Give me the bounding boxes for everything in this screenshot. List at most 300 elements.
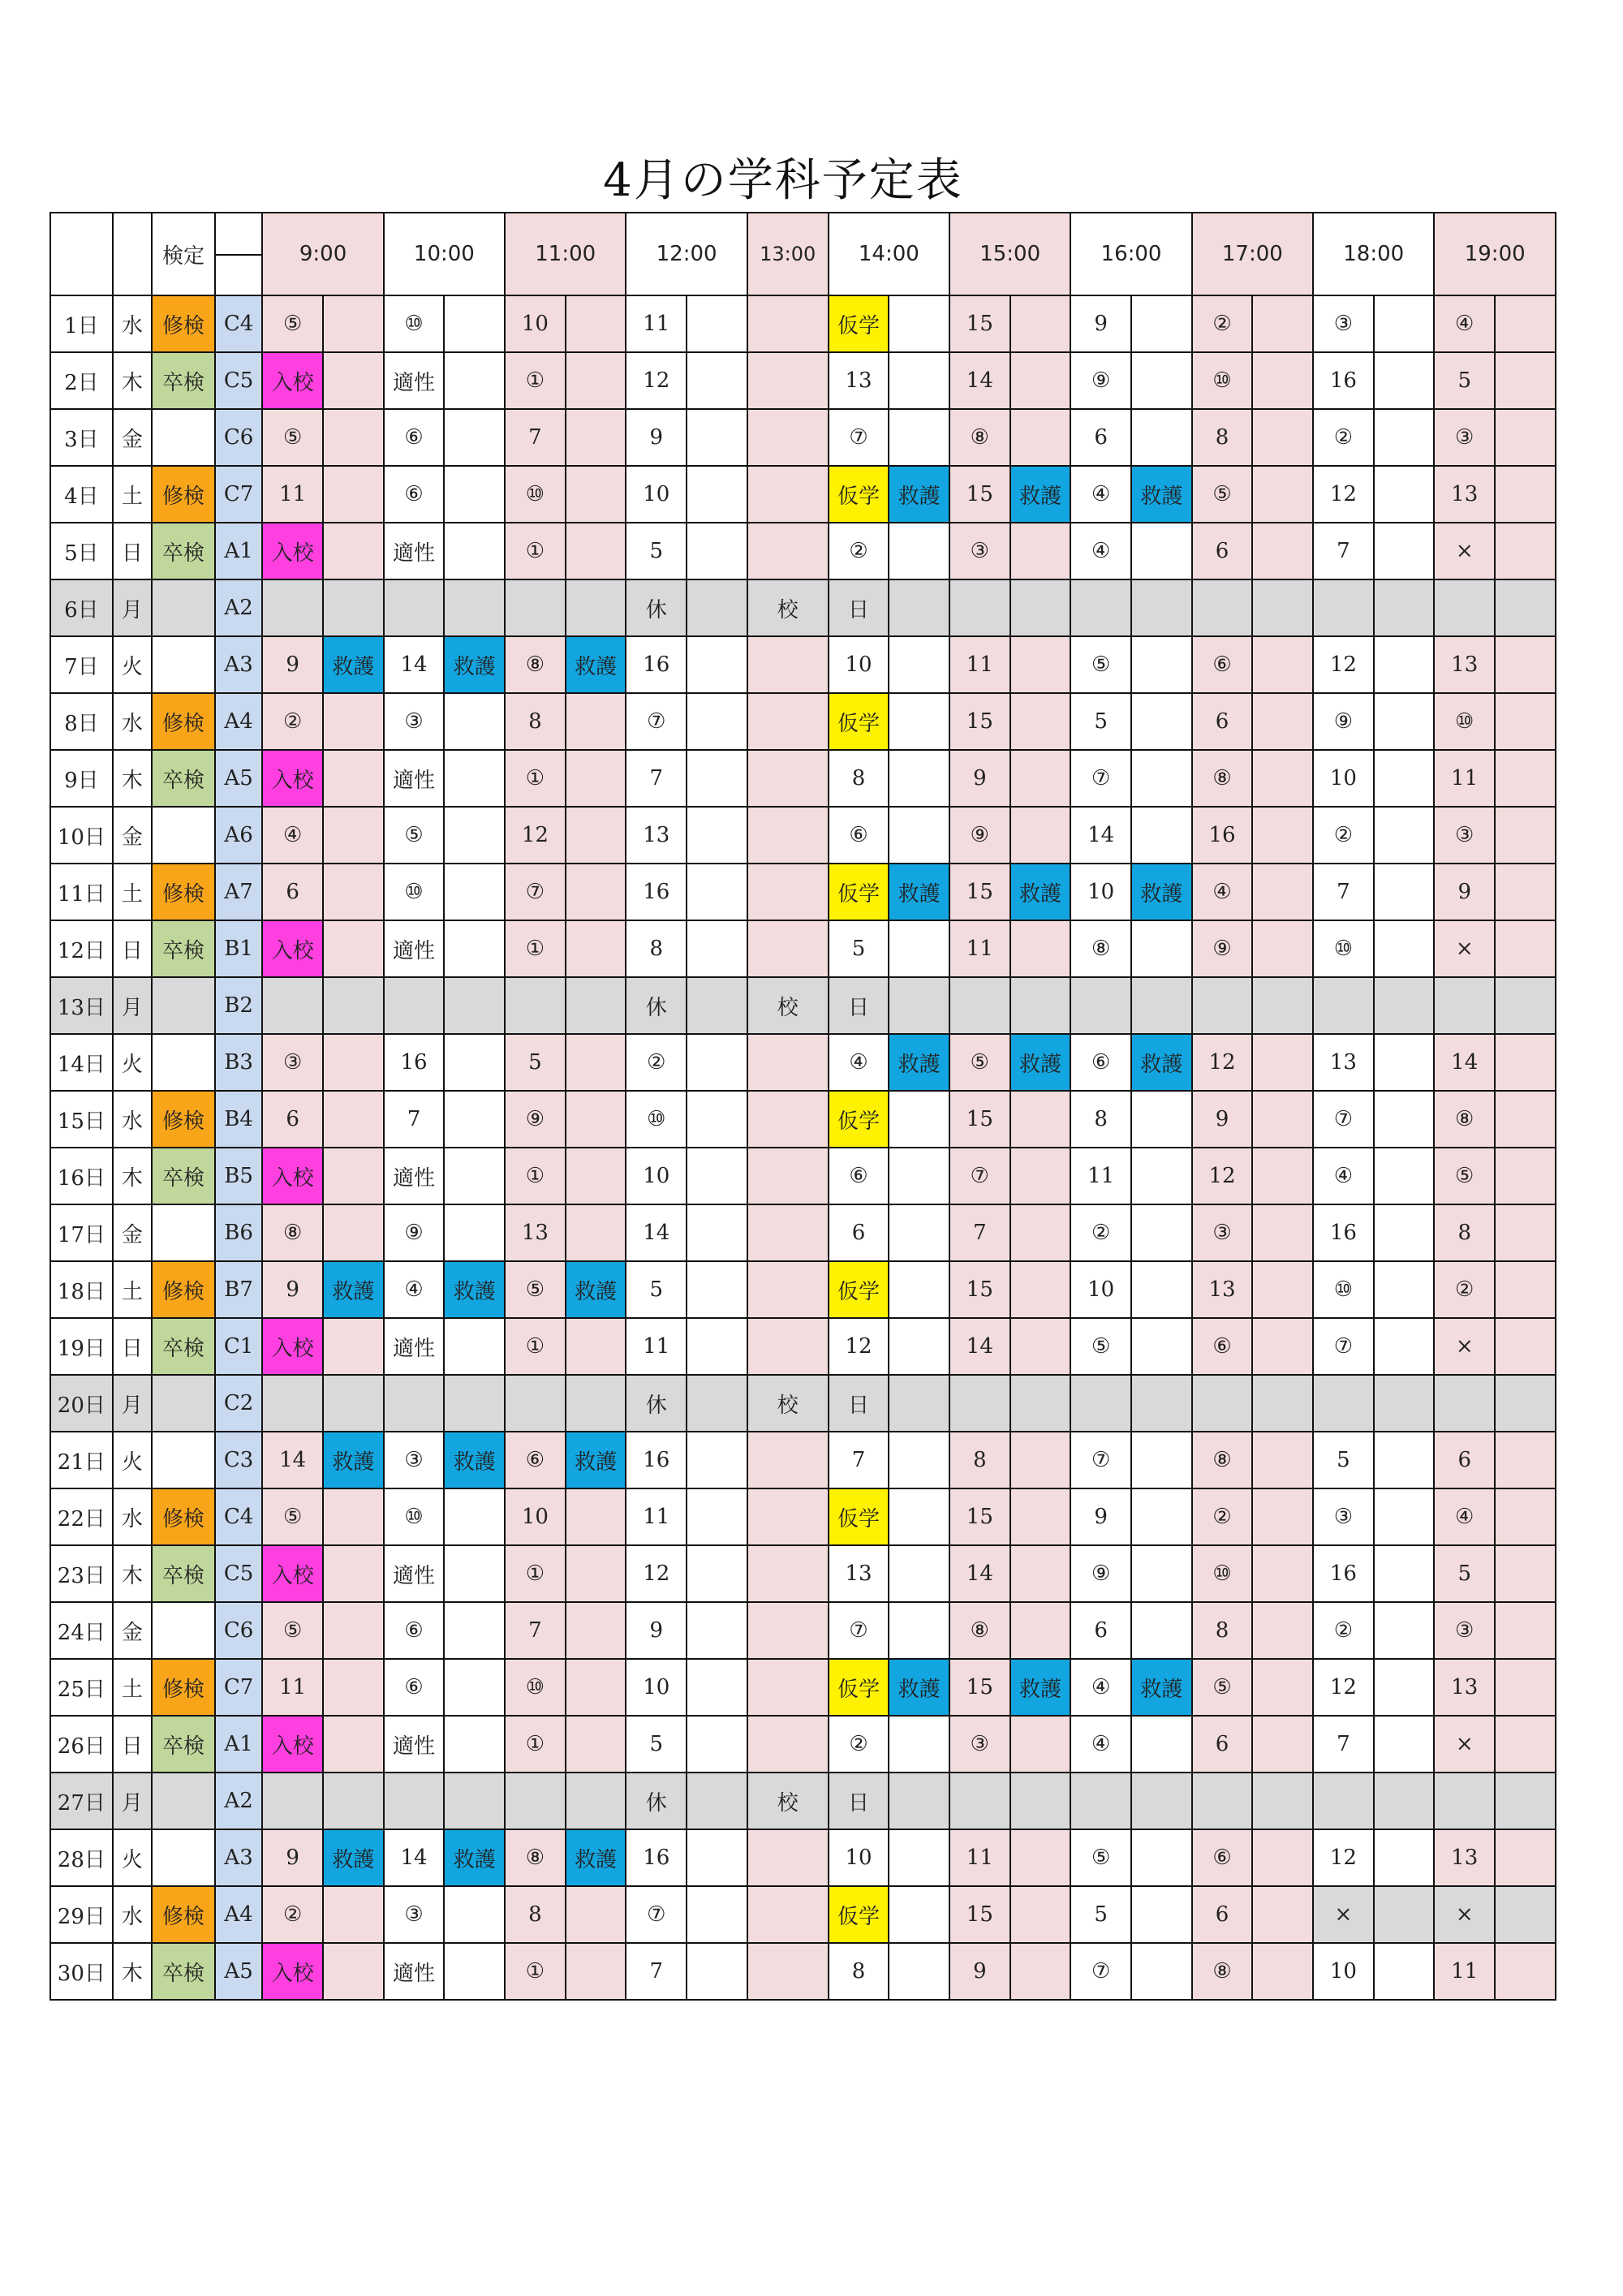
schedule-cell: 5 xyxy=(626,1261,687,1318)
schedule-cell xyxy=(1252,1829,1313,1886)
schedule-cell: ① xyxy=(505,1943,566,2000)
course-code-cell: A1 xyxy=(215,1716,263,1773)
schedule-cell xyxy=(1374,920,1435,977)
day-cell: 18日 xyxy=(50,1261,113,1318)
kentei-cell: 修検 xyxy=(152,295,215,352)
course-code-cell: A7 xyxy=(215,864,263,920)
course-code-cell: B2 xyxy=(215,977,263,1034)
schedule-cell xyxy=(1131,636,1192,693)
schedule-cell: 12 xyxy=(1313,1659,1374,1716)
schedule-cell: ⑧ xyxy=(505,636,566,693)
schedule-cell xyxy=(323,1091,384,1148)
schedule-cell xyxy=(1010,1602,1071,1659)
schedule-cell xyxy=(1252,636,1313,693)
schedule-cell xyxy=(1374,1261,1435,1318)
schedule-cell: 9 xyxy=(262,1829,323,1886)
schedule-cell xyxy=(687,1829,747,1886)
weekday-cell: 火 xyxy=(113,1034,152,1091)
schedule-cell: ③ xyxy=(262,1034,323,1091)
schedule-cell: ⑤ xyxy=(262,1602,323,1659)
schedule-cell: 入校 xyxy=(262,523,323,579)
schedule-cell: 9 xyxy=(949,750,1010,807)
table-row xyxy=(50,1659,1556,1716)
schedule-cell: 7 xyxy=(626,750,687,807)
schedule-cell: ⑤ xyxy=(1070,636,1131,693)
schedule-cell xyxy=(747,807,829,864)
schedule-cell: ⑤ xyxy=(1192,466,1253,523)
schedule-cell xyxy=(505,1375,566,1432)
schedule-cell: ⑥ xyxy=(384,1602,445,1659)
schedule-cell xyxy=(566,1773,626,1829)
schedule-cell: ⑦ xyxy=(829,409,889,466)
course-code-cell: A2 xyxy=(215,1773,263,1829)
weekday-cell: 月 xyxy=(113,977,152,1034)
schedule-cell: ⑦ xyxy=(1070,1943,1131,2000)
schedule-cell: ⑧ xyxy=(1192,1943,1253,2000)
schedule-cell xyxy=(889,750,949,807)
schedule-cell xyxy=(1374,1829,1435,1886)
weekday-cell: 金 xyxy=(113,1602,152,1659)
table-row xyxy=(50,1091,1556,1148)
schedule-cell: ⑧ xyxy=(262,1204,323,1261)
weekday-cell: 火 xyxy=(113,1432,152,1488)
schedule-cell: 適性 xyxy=(384,1545,445,1602)
schedule-cell xyxy=(889,409,949,466)
schedule-cell: 16 xyxy=(1313,1204,1374,1261)
schedule-cell xyxy=(889,1602,949,1659)
schedule-cell: 休 xyxy=(626,1773,687,1829)
schedule-cell xyxy=(1495,807,1556,864)
schedule-cell: ③ xyxy=(1434,1602,1495,1659)
kentei-cell: 修検 xyxy=(152,864,215,920)
schedule-cell xyxy=(1495,1886,1556,1943)
schedule-cell xyxy=(687,523,747,579)
course-code-cell: C5 xyxy=(215,1545,263,1602)
day-cell: 16日 xyxy=(50,1148,113,1204)
day-cell: 21日 xyxy=(50,1432,113,1488)
course-code-cell: C4 xyxy=(215,1488,263,1545)
table-row xyxy=(50,1432,1556,1488)
weekday-cell: 土 xyxy=(113,466,152,523)
schedule-cell xyxy=(687,1886,747,1943)
schedule-cell: ⑨ xyxy=(949,807,1010,864)
schedule-cell xyxy=(323,466,384,523)
schedule-cell xyxy=(747,1034,829,1091)
schedule-cell: 9 xyxy=(262,636,323,693)
schedule-cell xyxy=(1313,1375,1374,1432)
schedule-cell xyxy=(889,1091,949,1148)
schedule-cell xyxy=(566,579,626,636)
schedule-cell xyxy=(1252,977,1313,1034)
schedule-cell xyxy=(384,579,445,636)
schedule-cell: 5 xyxy=(1434,1545,1495,1602)
schedule-cell: 適性 xyxy=(384,1318,445,1375)
schedule-cell xyxy=(1495,1773,1556,1829)
schedule-cell xyxy=(1070,579,1131,636)
weekday-cell: 金 xyxy=(113,409,152,466)
schedule-cell: 12 xyxy=(1192,1148,1253,1204)
schedule-cell: 救護 xyxy=(566,1829,626,1886)
schedule-cell: ⑤ xyxy=(1192,1659,1253,1716)
schedule-cell xyxy=(687,1261,747,1318)
kentei-cell: 卒検 xyxy=(152,1148,215,1204)
day-cell: 13日 xyxy=(50,977,113,1034)
schedule-cell xyxy=(687,1943,747,2000)
schedule-cell xyxy=(747,693,829,750)
header-time-1000: 10:00 xyxy=(384,213,505,295)
schedule-cell xyxy=(1010,1716,1071,1773)
schedule-table xyxy=(50,212,1556,2001)
schedule-cell: 10 xyxy=(505,295,566,352)
schedule-cell: 仮学 xyxy=(829,1886,889,1943)
schedule-cell xyxy=(687,295,747,352)
kentei-cell xyxy=(152,977,215,1034)
schedule-cell: 8 xyxy=(829,1943,889,2000)
schedule-cell xyxy=(1434,1773,1495,1829)
schedule-cell xyxy=(444,466,505,523)
schedule-cell xyxy=(1495,1829,1556,1886)
schedule-cell xyxy=(889,1318,949,1375)
header-time-1100: 11:00 xyxy=(505,213,626,295)
schedule-cell: ③ xyxy=(384,1432,445,1488)
schedule-cell xyxy=(889,1204,949,1261)
schedule-cell xyxy=(1374,1375,1435,1432)
schedule-cell xyxy=(747,1829,829,1886)
schedule-cell: ⑤ xyxy=(1434,1148,1495,1204)
schedule-cell: 7 xyxy=(949,1204,1010,1261)
schedule-cell xyxy=(1495,1602,1556,1659)
schedule-cell: 6 xyxy=(262,864,323,920)
schedule-cell xyxy=(1131,1773,1192,1829)
schedule-cell xyxy=(687,920,747,977)
schedule-cell xyxy=(1010,1488,1071,1545)
schedule-cell xyxy=(1374,579,1435,636)
schedule-cell xyxy=(1252,1545,1313,1602)
schedule-cell xyxy=(566,807,626,864)
schedule-cell: 救護 xyxy=(889,466,949,523)
schedule-cell xyxy=(566,1659,626,1716)
schedule-cell xyxy=(1131,1375,1192,1432)
course-code-cell: C2 xyxy=(215,1375,263,1432)
schedule-cell: ⑥ xyxy=(1070,1034,1131,1091)
schedule-cell: 校 xyxy=(747,579,829,636)
schedule-cell: ⑥ xyxy=(829,1148,889,1204)
schedule-cell: 入校 xyxy=(262,1716,323,1773)
schedule-cell: 救護 xyxy=(1010,1659,1071,1716)
schedule-cell: ⑨ xyxy=(1192,920,1253,977)
schedule-cell xyxy=(444,750,505,807)
schedule-cell xyxy=(747,1602,829,1659)
schedule-cell: 15 xyxy=(949,295,1010,352)
schedule-cell: ⑥ xyxy=(1192,1829,1253,1886)
schedule-cell: ⑧ xyxy=(1070,920,1131,977)
schedule-cell: 5 xyxy=(505,1034,566,1091)
schedule-cell: 救護 xyxy=(566,1261,626,1318)
schedule-cell: 16 xyxy=(626,1829,687,1886)
weekday-cell: 火 xyxy=(113,636,152,693)
schedule-cell xyxy=(566,1375,626,1432)
schedule-cell: 救護 xyxy=(566,1432,626,1488)
kentei-cell: 修検 xyxy=(152,1091,215,1148)
course-code-cell: C4 xyxy=(215,295,263,352)
header-time-1800: 18:00 xyxy=(1313,213,1434,295)
weekday-cell: 金 xyxy=(113,1204,152,1261)
schedule-cell: ⑥ xyxy=(1192,636,1253,693)
schedule-cell xyxy=(1010,693,1071,750)
page-title: 4月の学科予定表 xyxy=(603,154,963,207)
schedule-cell xyxy=(1495,693,1556,750)
weekday-cell: 日 xyxy=(113,920,152,977)
schedule-cell xyxy=(1131,409,1192,466)
schedule-cell xyxy=(1192,977,1253,1034)
schedule-cell xyxy=(1010,352,1071,409)
course-code-cell: B6 xyxy=(215,1204,263,1261)
kentei-cell: 修検 xyxy=(152,1659,215,1716)
schedule-cell xyxy=(1252,1091,1313,1148)
schedule-cell xyxy=(323,1545,384,1602)
kentei-cell: 卒検 xyxy=(152,920,215,977)
schedule-cell: 7 xyxy=(626,1943,687,2000)
schedule-cell: ⑦ xyxy=(626,1886,687,1943)
schedule-cell: 入校 xyxy=(262,1943,323,2000)
schedule-cell: 入校 xyxy=(262,352,323,409)
weekday-cell: 木 xyxy=(113,1545,152,1602)
schedule-cell xyxy=(323,864,384,920)
schedule-cell xyxy=(444,1773,505,1829)
schedule-cell xyxy=(1252,466,1313,523)
schedule-cell xyxy=(566,1091,626,1148)
schedule-cell: × xyxy=(1434,1716,1495,1773)
schedule-cell: ② xyxy=(1192,295,1253,352)
schedule-cell xyxy=(1010,409,1071,466)
schedule-cell xyxy=(889,523,949,579)
schedule-cell: 日 xyxy=(829,579,889,636)
schedule-cell xyxy=(444,1091,505,1148)
schedule-cell: 11 xyxy=(1434,1943,1495,2000)
schedule-cell xyxy=(566,295,626,352)
schedule-cell xyxy=(1252,1716,1313,1773)
schedule-cell xyxy=(444,409,505,466)
day-cell: 30日 xyxy=(50,1943,113,2000)
schedule-cell xyxy=(687,1375,747,1432)
schedule-cell: 11 xyxy=(262,1659,323,1716)
table-row xyxy=(50,1943,1556,2000)
schedule-cell xyxy=(1010,807,1071,864)
schedule-cell: 仮学 xyxy=(829,1488,889,1545)
weekday-cell: 水 xyxy=(113,1886,152,1943)
schedule-cell: 救護 xyxy=(323,1261,384,1318)
schedule-cell xyxy=(1252,807,1313,864)
course-code-cell: A5 xyxy=(215,750,263,807)
schedule-cell xyxy=(262,1375,323,1432)
kentei-cell: 修検 xyxy=(152,466,215,523)
schedule-cell xyxy=(747,636,829,693)
schedule-cell: 救護 xyxy=(1010,466,1071,523)
schedule-cell: 救護 xyxy=(444,1261,505,1318)
schedule-cell xyxy=(889,693,949,750)
schedule-cell: ④ xyxy=(1434,295,1495,352)
kentei-cell xyxy=(152,807,215,864)
schedule-cell xyxy=(747,1716,829,1773)
schedule-cell xyxy=(444,352,505,409)
schedule-cell: ⑤ xyxy=(262,409,323,466)
day-cell: 3日 xyxy=(50,409,113,466)
course-code-cell: C7 xyxy=(215,466,263,523)
schedule-cell xyxy=(323,523,384,579)
schedule-cell xyxy=(1010,1261,1071,1318)
table-row xyxy=(50,1829,1556,1886)
schedule-cell: 6 xyxy=(1434,1432,1495,1488)
schedule-cell: 7 xyxy=(505,1602,566,1659)
schedule-cell xyxy=(323,295,384,352)
schedule-cell: ⑩ xyxy=(1192,1545,1253,1602)
schedule-cell xyxy=(1010,1829,1071,1886)
kentei-cell: 卒検 xyxy=(152,352,215,409)
schedule-cell xyxy=(1131,352,1192,409)
schedule-cell: ⑦ xyxy=(949,1148,1010,1204)
schedule-cell xyxy=(1131,579,1192,636)
schedule-cell xyxy=(444,1716,505,1773)
schedule-cell: 13 xyxy=(1192,1261,1253,1318)
kentei-cell xyxy=(152,1204,215,1261)
schedule-cell xyxy=(1131,1829,1192,1886)
schedule-cell: ② xyxy=(1313,1602,1374,1659)
schedule-cell xyxy=(323,977,384,1034)
schedule-cell xyxy=(1131,295,1192,352)
schedule-cell xyxy=(949,1375,1010,1432)
schedule-cell: 8 xyxy=(1434,1204,1495,1261)
schedule-cell: 14 xyxy=(949,1545,1010,1602)
weekday-cell: 月 xyxy=(113,579,152,636)
schedule-cell: ② xyxy=(1434,1261,1495,1318)
schedule-cell: ③ xyxy=(1192,1204,1253,1261)
schedule-cell: 入校 xyxy=(262,920,323,977)
schedule-cell xyxy=(1495,1034,1556,1091)
schedule-cell: 休 xyxy=(626,977,687,1034)
schedule-cell: ① xyxy=(505,1318,566,1375)
schedule-cell xyxy=(1010,750,1071,807)
schedule-cell: 10 xyxy=(1070,864,1131,920)
schedule-cell xyxy=(444,1886,505,1943)
schedule-cell: × xyxy=(1434,1318,1495,1375)
table-row xyxy=(50,807,1556,864)
day-cell: 5日 xyxy=(50,523,113,579)
schedule-cell: ③ xyxy=(384,1886,445,1943)
table-row xyxy=(50,1886,1556,1943)
schedule-cell xyxy=(1131,1943,1192,2000)
schedule-cell xyxy=(566,1943,626,2000)
schedule-cell: 16 xyxy=(1313,1545,1374,1602)
schedule-cell: 救護 xyxy=(323,636,384,693)
schedule-cell xyxy=(687,1488,747,1545)
schedule-cell xyxy=(747,1204,829,1261)
schedule-cell xyxy=(747,1659,829,1716)
header-day-cell xyxy=(50,213,113,295)
schedule-cell: 13 xyxy=(1434,636,1495,693)
schedule-cell: 7 xyxy=(1313,1716,1374,1773)
schedule-cell xyxy=(747,1488,829,1545)
schedule-cell xyxy=(323,1943,384,2000)
schedule-cell xyxy=(1131,1318,1192,1375)
schedule-cell: 10 xyxy=(829,1829,889,1886)
schedule-cell xyxy=(687,1148,747,1204)
schedule-cell xyxy=(505,579,566,636)
schedule-cell xyxy=(262,977,323,1034)
schedule-cell xyxy=(1010,523,1071,579)
schedule-cell xyxy=(566,409,626,466)
schedule-cell xyxy=(444,1488,505,1545)
schedule-cell: ⑤ xyxy=(1070,1829,1131,1886)
day-cell: 7日 xyxy=(50,636,113,693)
schedule-cell: 16 xyxy=(1313,352,1374,409)
schedule-cell: ① xyxy=(505,1148,566,1204)
course-code-cell: A1 xyxy=(215,523,263,579)
schedule-cell: 日 xyxy=(829,1375,889,1432)
schedule-cell: 14 xyxy=(384,636,445,693)
schedule-cell: ③ xyxy=(384,693,445,750)
schedule-cell xyxy=(444,807,505,864)
schedule-cell: 9 xyxy=(262,1261,323,1318)
schedule-cell xyxy=(1131,750,1192,807)
schedule-cell xyxy=(687,352,747,409)
schedule-cell: 5 xyxy=(626,1716,687,1773)
schedule-cell: 11 xyxy=(1434,750,1495,807)
schedule-cell xyxy=(1010,1943,1071,2000)
schedule-cell: 16 xyxy=(626,1432,687,1488)
schedule-cell xyxy=(687,864,747,920)
schedule-cell: 10 xyxy=(1313,1943,1374,2000)
schedule-cell: 12 xyxy=(626,352,687,409)
schedule-cell: 救護 xyxy=(1131,466,1192,523)
schedule-cell: 休 xyxy=(626,579,687,636)
schedule-cell xyxy=(1070,1375,1131,1432)
schedule-cell: ④ xyxy=(1313,1148,1374,1204)
schedule-cell xyxy=(687,1659,747,1716)
schedule-cell xyxy=(1010,1204,1071,1261)
schedule-cell xyxy=(747,523,829,579)
schedule-cell: 9 xyxy=(1070,295,1131,352)
schedule-cell xyxy=(1131,807,1192,864)
schedule-cell xyxy=(889,1148,949,1204)
schedule-cell xyxy=(1374,466,1435,523)
schedule-cell: 10 xyxy=(626,1659,687,1716)
schedule-cell xyxy=(444,977,505,1034)
schedule-cell: ③ xyxy=(1313,295,1374,352)
schedule-cell: ⑩ xyxy=(626,1091,687,1148)
schedule-cell xyxy=(1374,1432,1435,1488)
schedule-cell xyxy=(1252,295,1313,352)
weekday-cell: 火 xyxy=(113,1829,152,1886)
schedule-cell xyxy=(384,1375,445,1432)
schedule-cell: ④ xyxy=(1070,523,1131,579)
schedule-cell: 12 xyxy=(505,807,566,864)
header-time-1600: 16:00 xyxy=(1070,213,1191,295)
schedule-cell: 14 xyxy=(384,1829,445,1886)
schedule-cell: 12 xyxy=(1313,636,1374,693)
day-cell: 22日 xyxy=(50,1488,113,1545)
schedule-cell: 校 xyxy=(747,1773,829,1829)
header-time-1200: 12:00 xyxy=(626,213,747,295)
schedule-cell: ⑥ xyxy=(384,1659,445,1716)
schedule-cell xyxy=(1434,579,1495,636)
schedule-cell xyxy=(1495,1943,1556,2000)
weekday-cell: 水 xyxy=(113,1488,152,1545)
schedule-cell xyxy=(1374,636,1435,693)
schedule-cell: ④ xyxy=(1070,1659,1131,1716)
schedule-cell: ⑤ xyxy=(262,1488,323,1545)
schedule-cell xyxy=(1131,920,1192,977)
header-weekday-cell xyxy=(113,213,152,295)
